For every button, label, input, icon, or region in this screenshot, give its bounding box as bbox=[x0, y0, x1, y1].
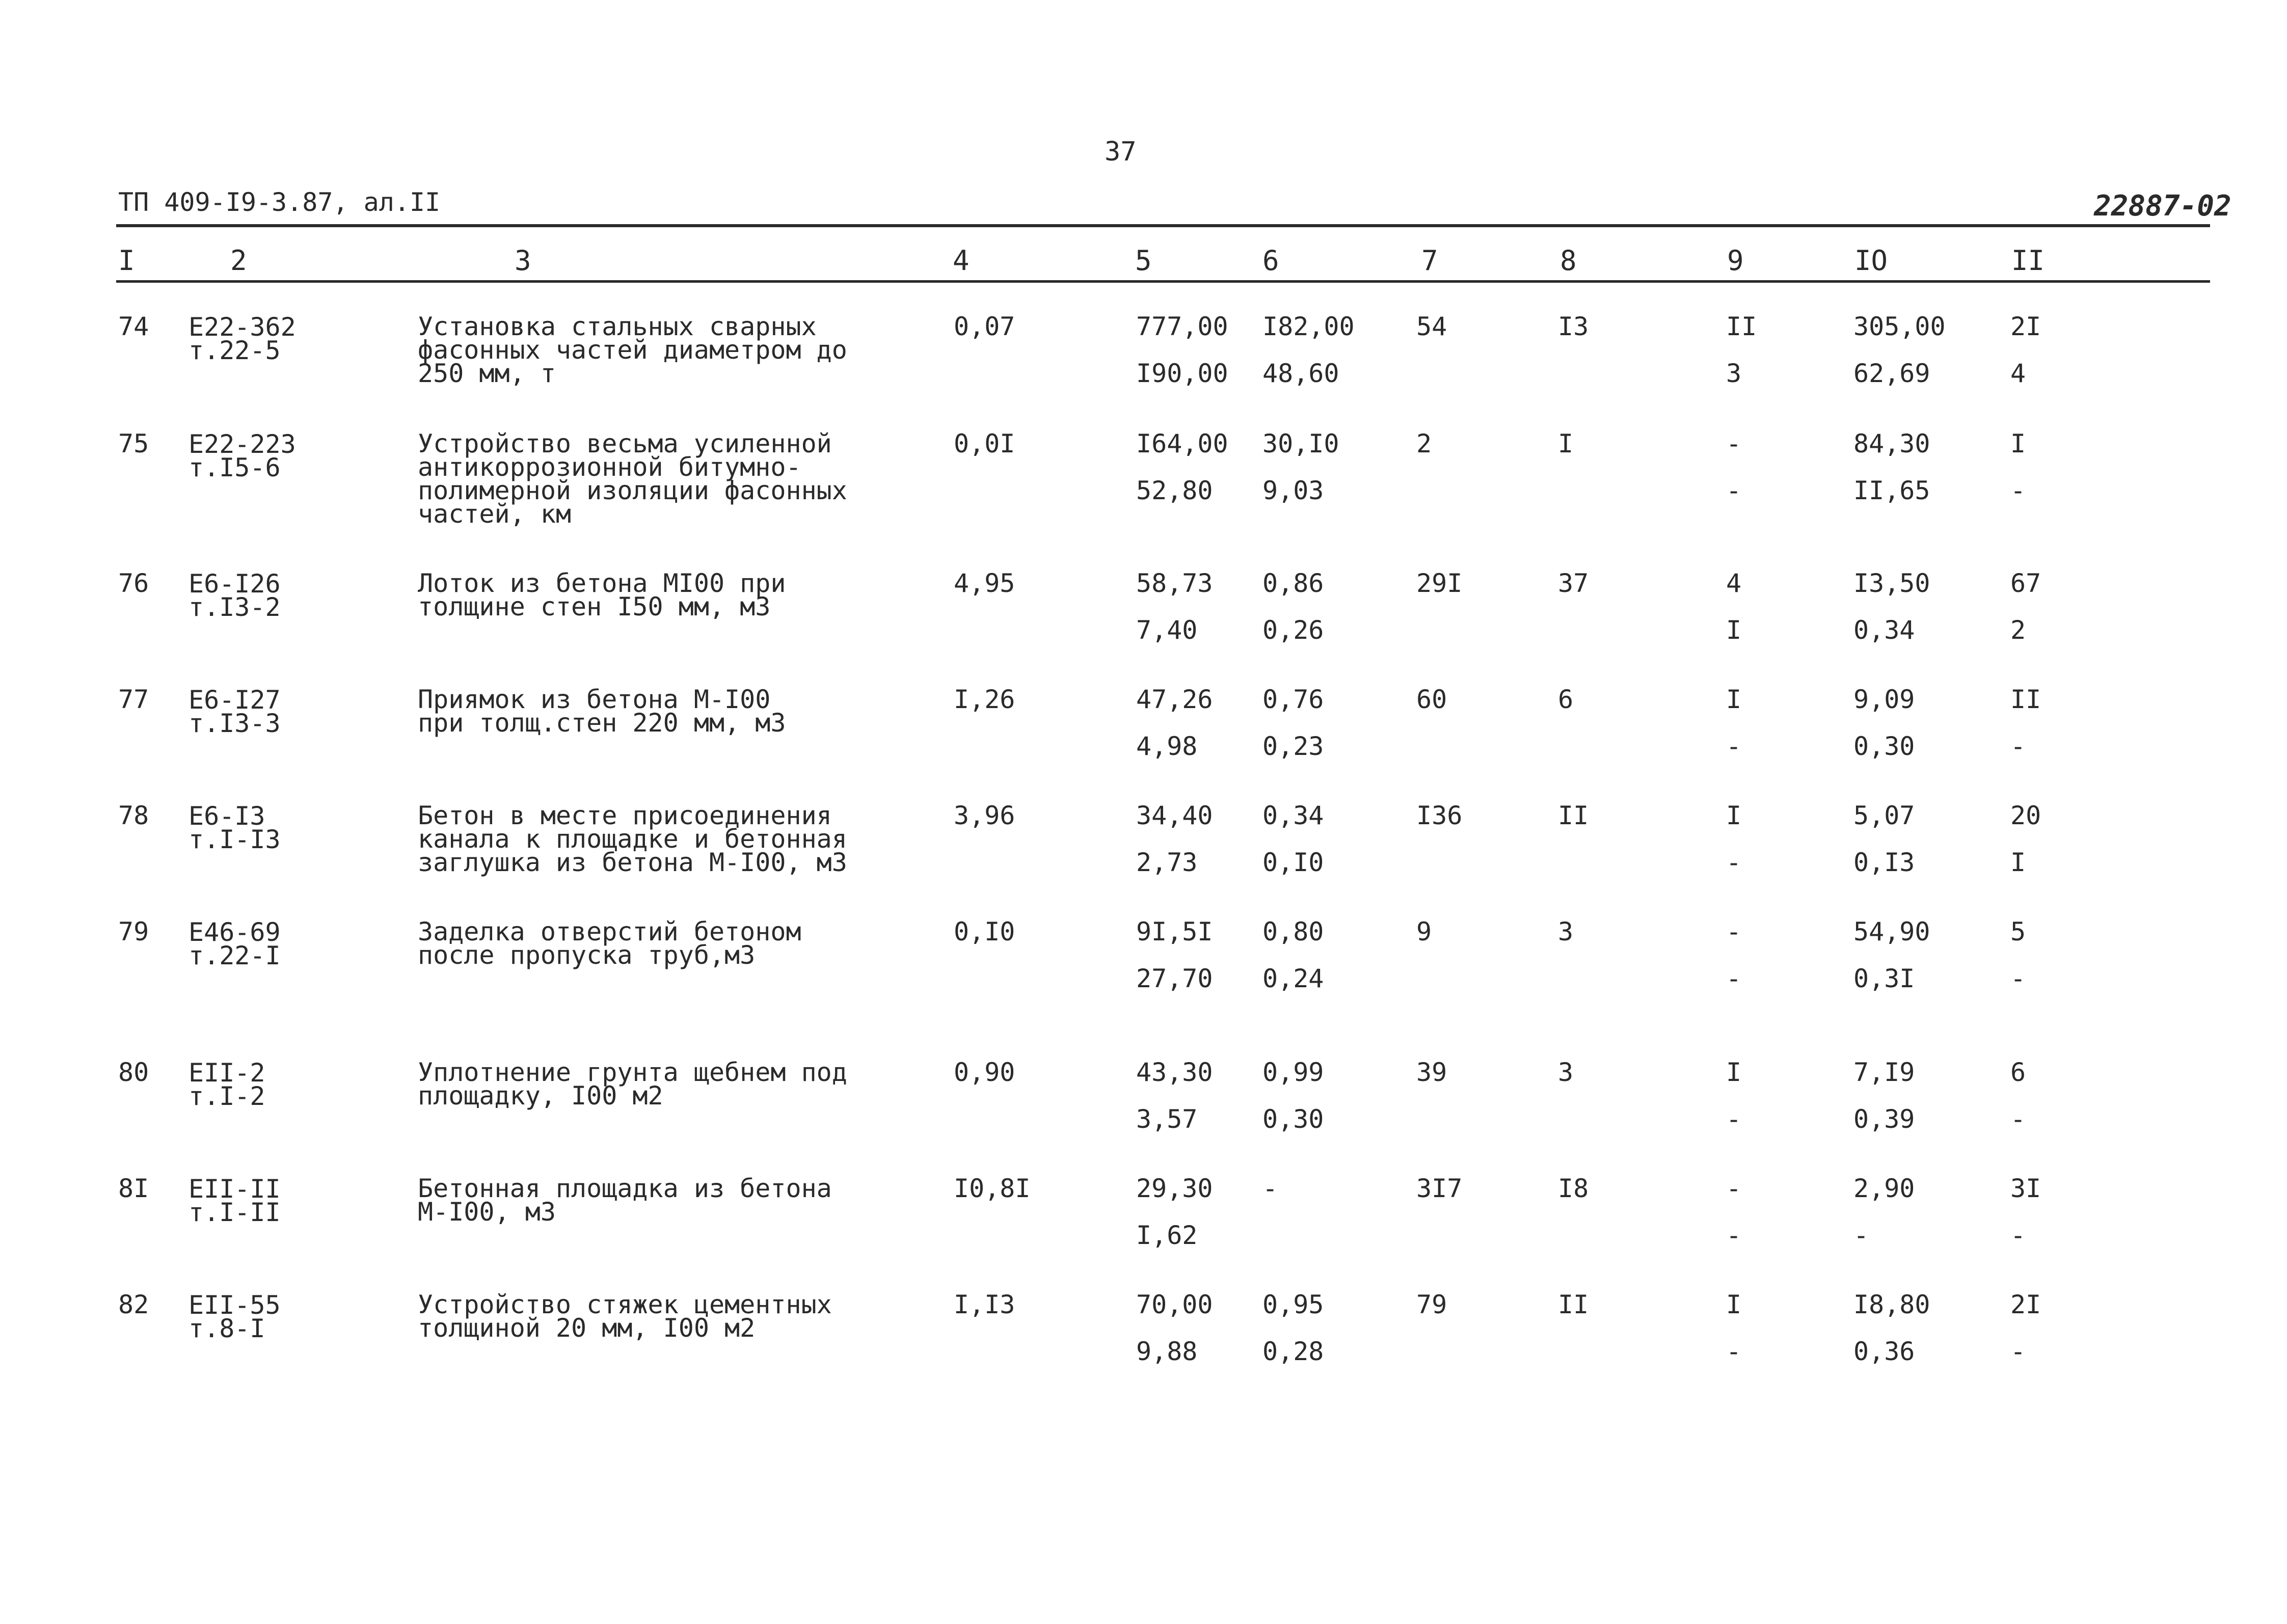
work-description: Уплотнение грунта щебнем под площадку, I00 м2 bbox=[418, 1058, 847, 1111]
col9-total: II bbox=[1726, 312, 1757, 341]
col9-wages: - bbox=[1726, 476, 1742, 505]
col6-total: 0,76 bbox=[1262, 685, 1324, 714]
rate-code: Е22-223 bbox=[189, 429, 296, 459]
col9-wages: - bbox=[1726, 848, 1742, 877]
col11-total: 2I bbox=[2010, 312, 2041, 341]
col5-wages: 9,88 bbox=[1136, 1337, 1198, 1366]
col5-wages: 27,70 bbox=[1136, 964, 1213, 993]
rate-code: Е22-362 bbox=[189, 312, 296, 342]
work-description: Устройство стяжек цементных толщиной 20 мм, I00 м2 bbox=[418, 1290, 832, 1343]
col10-total: 9,09 bbox=[1853, 685, 1915, 714]
col6-total: 0,99 bbox=[1262, 1058, 1324, 1087]
col11-total: 67 bbox=[2010, 569, 2041, 598]
column-header-10: IO bbox=[1854, 245, 1888, 277]
col11-wages: - bbox=[2010, 476, 2026, 505]
col8-value: I bbox=[1558, 429, 1574, 458]
work-description: Приямок из бетона М-I00 при толщ.стен 220 мм, м3 bbox=[418, 685, 786, 738]
col7-value: 29I bbox=[1416, 569, 1463, 598]
rate-code: Е46-69 bbox=[189, 917, 281, 947]
rate-table-ref: т.I-I3 bbox=[189, 825, 281, 854]
col10-wages: 0,34 bbox=[1853, 615, 1915, 645]
col10-total: 305,00 bbox=[1853, 312, 1946, 341]
column-header-3: 3 bbox=[515, 245, 531, 277]
column-header-4: 4 bbox=[953, 245, 970, 277]
col10-wages: 0,36 bbox=[1853, 1337, 1915, 1366]
col9-total: - bbox=[1726, 1174, 1742, 1203]
col7-value: 79 bbox=[1416, 1290, 1447, 1319]
col5-total: 29,30 bbox=[1136, 1174, 1213, 1203]
col9-wages: - bbox=[1726, 964, 1742, 993]
column-header-5: 5 bbox=[1135, 245, 1152, 277]
col7-value: I36 bbox=[1416, 801, 1463, 830]
col11-total: 5 bbox=[2010, 917, 2026, 946]
col7-value: 54 bbox=[1416, 312, 1447, 341]
col5-total: 47,26 bbox=[1136, 685, 1213, 714]
col11-wages: - bbox=[2010, 1337, 2026, 1366]
col5-wages: 4,98 bbox=[1136, 732, 1198, 761]
col5-wages: I90,00 bbox=[1136, 359, 1228, 388]
col7-value: 2 bbox=[1416, 429, 1432, 458]
col9-wages: 3 bbox=[1726, 359, 1742, 388]
col5-total: 58,73 bbox=[1136, 569, 1213, 598]
col11-wages: - bbox=[2010, 964, 2026, 993]
col10-wages: II,65 bbox=[1853, 476, 1930, 505]
document-id: 22887-02 bbox=[2094, 190, 2231, 223]
rate-table-ref: т.I3-2 bbox=[189, 592, 281, 622]
col8-value: 3 bbox=[1558, 1058, 1574, 1087]
col9-wages: - bbox=[1726, 732, 1742, 761]
col11-total: 3I bbox=[2010, 1174, 2041, 1203]
col10-wages: - bbox=[1853, 1221, 1869, 1250]
page-number: 37 bbox=[1105, 137, 1137, 167]
col11-wages: 4 bbox=[2010, 359, 2026, 388]
col6-wages: 48,60 bbox=[1262, 359, 1339, 388]
col5-total: 777,00 bbox=[1136, 312, 1228, 341]
col6-wages: 0,26 bbox=[1262, 615, 1324, 645]
col6-total: 0,95 bbox=[1262, 1290, 1324, 1319]
col5-total: I64,00 bbox=[1136, 429, 1228, 458]
row-number: 8I bbox=[118, 1174, 149, 1203]
rate-code: Е6-I3 bbox=[189, 801, 265, 831]
quantity: 0,07 bbox=[954, 312, 1015, 341]
col9-total: I bbox=[1726, 685, 1742, 714]
quantity: 4,95 bbox=[954, 569, 1015, 598]
work-description: Бетонная площадка из бетона М-I00, м3 bbox=[418, 1174, 832, 1227]
col11-wages: - bbox=[2010, 732, 2026, 761]
col5-wages: 3,57 bbox=[1136, 1104, 1198, 1134]
col7-value: 60 bbox=[1416, 685, 1447, 714]
col6-total: I82,00 bbox=[1262, 312, 1355, 341]
col5-total: 43,30 bbox=[1136, 1058, 1213, 1087]
quantity: 0,I0 bbox=[954, 917, 1015, 946]
col6-total: 30,I0 bbox=[1262, 429, 1339, 458]
quantity: I,26 bbox=[954, 685, 1015, 714]
quantity: 0,90 bbox=[954, 1058, 1015, 1087]
col6-wages: 0,24 bbox=[1262, 964, 1324, 993]
col5-total: 34,40 bbox=[1136, 801, 1213, 830]
col5-wages: I,62 bbox=[1136, 1221, 1198, 1250]
column-header-8: 8 bbox=[1560, 245, 1577, 277]
row-number: 77 bbox=[118, 685, 149, 714]
col10-total: 7,I9 bbox=[1853, 1058, 1915, 1087]
col6-wages: 0,23 bbox=[1262, 732, 1324, 761]
column-header-2: 2 bbox=[230, 245, 247, 277]
col5-total: 70,00 bbox=[1136, 1290, 1213, 1319]
col11-wages: I bbox=[2010, 848, 2026, 877]
col6-total: 0,34 bbox=[1262, 801, 1324, 830]
col9-wages: - bbox=[1726, 1104, 1742, 1134]
col8-value: 6 bbox=[1558, 685, 1574, 714]
col5-wages: 7,40 bbox=[1136, 615, 1198, 645]
work-description: Устройство весьма усиленной антикоррозионной битумно- полимерной изоляции фасонных частей, км bbox=[418, 429, 847, 529]
rate-table-ref: т.22-I bbox=[189, 941, 281, 970]
col6-wages: 0,I0 bbox=[1262, 848, 1324, 877]
col10-total: 5,07 bbox=[1853, 801, 1915, 830]
col9-total: 4 bbox=[1726, 569, 1742, 598]
rate-table-ref: т.I-II bbox=[189, 1198, 281, 1227]
rate-code: ЕII-2 bbox=[189, 1058, 265, 1088]
rate-code: Е6-I27 bbox=[189, 685, 281, 715]
col9-total: - bbox=[1726, 429, 1742, 458]
work-description: Бетон в месте присоединения канала к площадке и бетонная заглушка из бетона М-I00, м3 bbox=[418, 801, 847, 877]
col10-wages: 62,69 bbox=[1853, 359, 1930, 388]
rate-table-ref: т.I3-3 bbox=[189, 709, 281, 738]
col9-total: I bbox=[1726, 1290, 1742, 1319]
row-number: 80 bbox=[118, 1058, 149, 1087]
col5-wages: 2,73 bbox=[1136, 848, 1198, 877]
row-number: 75 bbox=[118, 429, 149, 458]
col11-wages: 2 bbox=[2010, 615, 2026, 645]
rate-table-ref: т.I5-6 bbox=[189, 453, 281, 482]
col9-wages: - bbox=[1726, 1221, 1742, 1250]
col10-wages: 0,39 bbox=[1853, 1104, 1915, 1134]
col11-total: 2I bbox=[2010, 1290, 2041, 1319]
column-header-11: II bbox=[2011, 245, 2045, 277]
rate-table-ref: т.8-I bbox=[189, 1314, 265, 1343]
col11-total: I bbox=[2010, 429, 2026, 458]
col9-total: - bbox=[1726, 917, 1742, 946]
rate-table-ref: т.22-5 bbox=[189, 336, 281, 365]
col11-wages: - bbox=[2010, 1221, 2026, 1250]
column-header-7: 7 bbox=[1421, 245, 1438, 277]
header-top-rule bbox=[116, 224, 2210, 227]
work-description: Заделка отверстий бетоном после пропуска труб,м3 bbox=[418, 917, 801, 970]
column-header-6: 6 bbox=[1262, 245, 1279, 277]
col8-value: 3 bbox=[1558, 917, 1574, 946]
col9-wages: - bbox=[1726, 1337, 1742, 1366]
col10-total: 84,30 bbox=[1853, 429, 1930, 458]
col11-total: 6 bbox=[2010, 1058, 2026, 1087]
col11-total: II bbox=[2010, 685, 2041, 714]
col9-total: I bbox=[1726, 1058, 1742, 1087]
quantity: I0,8I bbox=[954, 1174, 1031, 1203]
column-header-1: I bbox=[118, 245, 135, 277]
col10-total: I3,50 bbox=[1853, 569, 1930, 598]
header-bottom-rule bbox=[116, 280, 2210, 283]
col10-total: 54,90 bbox=[1853, 917, 1930, 946]
col8-value: II bbox=[1558, 1290, 1589, 1319]
row-number: 78 bbox=[118, 801, 149, 830]
rate-code: ЕII-55 bbox=[189, 1290, 281, 1320]
quantity: 3,96 bbox=[954, 801, 1015, 830]
col6-total: 0,86 bbox=[1262, 569, 1324, 598]
col8-value: II bbox=[1558, 801, 1589, 830]
rate-table-ref: т.I-2 bbox=[189, 1081, 265, 1111]
col6-wages: 0,30 bbox=[1262, 1104, 1324, 1134]
column-header-9: 9 bbox=[1727, 245, 1744, 277]
col8-value: 37 bbox=[1558, 569, 1589, 598]
col5-total: 9I,5I bbox=[1136, 917, 1213, 946]
row-number: 82 bbox=[118, 1290, 149, 1319]
col11-wages: - bbox=[2010, 1104, 2026, 1134]
row-number: 76 bbox=[118, 569, 149, 598]
col6-total: 0,80 bbox=[1262, 917, 1324, 946]
rate-code: Е6-I26 bbox=[189, 569, 281, 599]
col7-value: 3I7 bbox=[1416, 1174, 1463, 1203]
quantity: I,I3 bbox=[954, 1290, 1015, 1319]
col5-wages: 52,80 bbox=[1136, 476, 1213, 505]
col9-total: I bbox=[1726, 801, 1742, 830]
col7-value: 39 bbox=[1416, 1058, 1447, 1087]
col10-wages: 0,3I bbox=[1853, 964, 1915, 993]
col8-value: I3 bbox=[1558, 312, 1589, 341]
col6-total: - bbox=[1262, 1174, 1278, 1203]
col6-wages: 0,28 bbox=[1262, 1337, 1324, 1366]
col11-total: 20 bbox=[2010, 801, 2041, 830]
rate-code: ЕII-II bbox=[189, 1174, 281, 1204]
col6-wages: 9,03 bbox=[1262, 476, 1324, 505]
col10-wages: 0,I3 bbox=[1853, 848, 1915, 877]
quantity: 0,0I bbox=[954, 429, 1015, 458]
col8-value: I8 bbox=[1558, 1174, 1589, 1203]
row-number: 74 bbox=[118, 312, 149, 341]
col10-total: I8,80 bbox=[1853, 1290, 1930, 1319]
row-number: 79 bbox=[118, 917, 149, 946]
col10-total: 2,90 bbox=[1853, 1174, 1915, 1203]
col10-wages: 0,30 bbox=[1853, 732, 1915, 761]
document-reference: ТП 409-I9-3.87, ал.II bbox=[118, 187, 441, 217]
col7-value: 9 bbox=[1416, 917, 1432, 946]
work-description: Лоток из бетона МI00 при толщине стен I50 мм, м3 bbox=[418, 569, 786, 621]
col9-wages: I bbox=[1726, 615, 1742, 645]
work-description: Установка стальных сварных фасонных частей диаметром до 250 мм, т bbox=[418, 312, 847, 388]
